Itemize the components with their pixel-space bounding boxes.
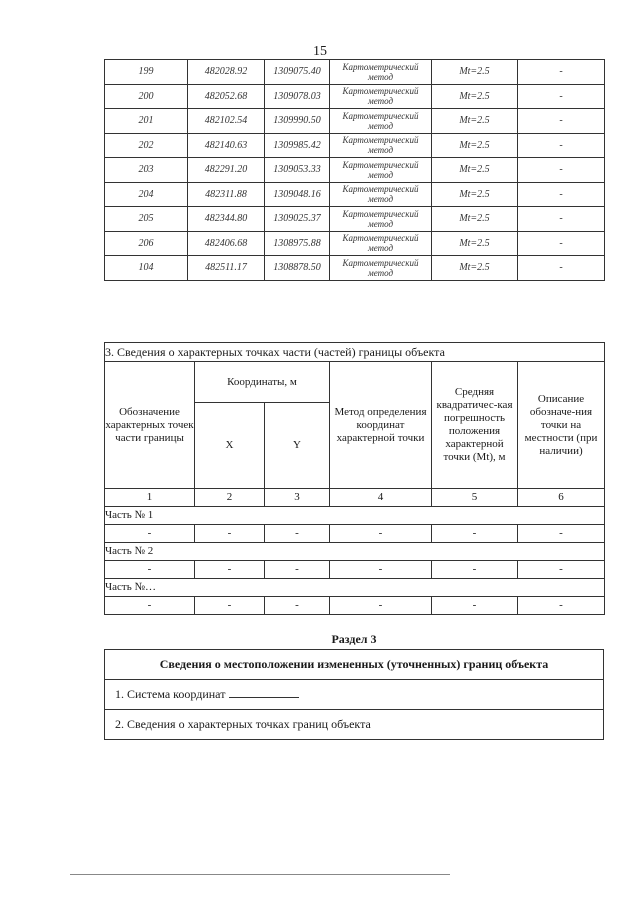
part-cell: - xyxy=(195,597,265,615)
part-label: Часть № 2 xyxy=(105,543,605,561)
table-row xyxy=(105,182,605,207)
cell-x: 482028.92 xyxy=(188,60,265,85)
part-cell: - xyxy=(265,561,330,579)
boundary-points-continuation-table xyxy=(104,59,605,281)
section-heading: Раздел 3 xyxy=(331,632,377,646)
cell-accuracy: Mt=2.5 xyxy=(432,182,518,207)
cell-description: - xyxy=(518,182,605,207)
column-number: 4 xyxy=(330,489,432,507)
part-cell: - xyxy=(265,525,330,543)
cell-description: - xyxy=(518,256,605,281)
section3-title: 3. Сведения о характерных точках части (частей) границы объекта xyxy=(105,343,605,362)
cell-y: 1309053.33 xyxy=(265,158,330,183)
part-cell: - xyxy=(330,525,432,543)
header-x: X xyxy=(195,403,265,489)
cell-y: 1309078.03 xyxy=(265,84,330,109)
cell-point: 204 xyxy=(105,182,188,207)
cell-y: 1309990.50 xyxy=(265,109,330,134)
cell-point: 199 xyxy=(105,60,188,85)
cell-x: 482344.80 xyxy=(188,207,265,232)
cell-accuracy: Mt=2.5 xyxy=(432,109,518,134)
part-cell: - xyxy=(330,597,432,615)
cell-accuracy: Mt=2.5 xyxy=(432,207,518,232)
cell-point: 104 xyxy=(105,256,188,281)
cell-accuracy: Mt=2.5 xyxy=(432,158,518,183)
cell-x: 482511.17 xyxy=(188,256,265,281)
cell-point: 200 xyxy=(105,84,188,109)
table-row xyxy=(105,84,605,109)
cell-method: Картометрический метод xyxy=(330,207,432,232)
header-designation: Обозначение характерных точек части границы xyxy=(105,362,195,489)
cell-y: 1309025.37 xyxy=(265,207,330,232)
cell-accuracy: Mt=2.5 xyxy=(432,256,518,281)
cell-method: Картометрический метод xyxy=(330,256,432,281)
cell-y: 1308975.88 xyxy=(265,231,330,256)
coordinate-system-blank xyxy=(229,696,299,698)
part-cell: - xyxy=(330,561,432,579)
part-data-row xyxy=(105,525,605,543)
table-row xyxy=(105,133,605,158)
cell-method: Картометрический метод xyxy=(330,84,432,109)
cell-description: - xyxy=(518,158,605,183)
cell-accuracy: Mt=2.5 xyxy=(432,231,518,256)
cell-point: 205 xyxy=(105,207,188,232)
section-box xyxy=(104,649,604,740)
column-number: 3 xyxy=(265,489,330,507)
cell-description: - xyxy=(518,84,605,109)
header-description: Описание обозначе-ния точки на местности (при наличии) xyxy=(518,362,605,489)
page-number: 15 xyxy=(313,44,327,59)
part-cell: - xyxy=(265,597,330,615)
table-row xyxy=(105,60,605,85)
header-accuracy: Средняя квадратичес-кая погрешность положения характерной точки (Mt), м xyxy=(432,362,518,489)
cell-point: 206 xyxy=(105,231,188,256)
part-label: Часть №… xyxy=(105,579,605,597)
cell-description: - xyxy=(518,207,605,232)
part-cell: - xyxy=(105,561,195,579)
boundary-points-item: 2. Сведения о характерных точках границ объекта xyxy=(105,710,604,740)
bottom-rule xyxy=(70,874,450,875)
part-cell: - xyxy=(518,597,605,615)
table-row xyxy=(105,158,605,183)
cell-method: Картометрический метод xyxy=(330,133,432,158)
part-label-row xyxy=(105,507,605,525)
part-cell: - xyxy=(518,561,605,579)
part-cell: - xyxy=(432,597,518,615)
column-number: 1 xyxy=(105,489,195,507)
cell-method: Картометрический метод xyxy=(330,109,432,134)
cell-x: 482052.68 xyxy=(188,84,265,109)
part-cell: - xyxy=(518,525,605,543)
table-row xyxy=(105,207,605,232)
table-row xyxy=(105,231,605,256)
cell-y: 1309048.16 xyxy=(265,182,330,207)
cell-method: Картометрический метод xyxy=(330,158,432,183)
part-label-row xyxy=(105,543,605,561)
part-cell: - xyxy=(432,561,518,579)
cell-accuracy: Mt=2.5 xyxy=(432,133,518,158)
part-cell: - xyxy=(105,525,195,543)
cell-method: Картометрический метод xyxy=(330,60,432,85)
cell-point: 203 xyxy=(105,158,188,183)
part-data-row xyxy=(105,597,605,615)
header-method: Метод определения координат характерной точки xyxy=(330,362,432,489)
part-cell: - xyxy=(195,561,265,579)
cell-x: 482140.63 xyxy=(188,133,265,158)
cell-description: - xyxy=(518,133,605,158)
cell-method: Картометрический метод xyxy=(330,231,432,256)
cell-accuracy: Mt=2.5 xyxy=(432,84,518,109)
column-number: 5 xyxy=(432,489,518,507)
cell-x: 482102.54 xyxy=(188,109,265,134)
cell-x: 482406.68 xyxy=(188,231,265,256)
column-number: 6 xyxy=(518,489,605,507)
header-y: Y xyxy=(265,403,330,489)
section-box-title: Сведения о местоположении измененных (уточненных) границ объекта xyxy=(105,650,604,680)
cell-point: 201 xyxy=(105,109,188,134)
part-data-row xyxy=(105,561,605,579)
header-coordinates: Координаты, м xyxy=(195,362,330,403)
section3-characteristic-points-table xyxy=(104,342,605,615)
part-cell: - xyxy=(432,525,518,543)
cell-accuracy: Mt=2.5 xyxy=(432,60,518,85)
cell-y: 1309075.40 xyxy=(265,60,330,85)
cell-x: 482311.88 xyxy=(188,182,265,207)
coordinate-system-label: 1. Система координат xyxy=(115,687,226,701)
cell-description: - xyxy=(518,231,605,256)
part-label: Часть № 1 xyxy=(105,507,605,525)
part-label-row xyxy=(105,579,605,597)
part-cell: - xyxy=(105,597,195,615)
table-row xyxy=(105,109,605,134)
cell-y: 1308878.50 xyxy=(265,256,330,281)
cell-description: - xyxy=(518,109,605,134)
cell-y: 1309985.42 xyxy=(265,133,330,158)
cell-method: Картометрический метод xyxy=(330,182,432,207)
table-row xyxy=(105,256,605,281)
cell-description: - xyxy=(518,60,605,85)
part-cell: - xyxy=(195,525,265,543)
column-number: 2 xyxy=(195,489,265,507)
coordinate-system-row xyxy=(105,680,604,710)
cell-point: 202 xyxy=(105,133,188,158)
cell-x: 482291.20 xyxy=(188,158,265,183)
